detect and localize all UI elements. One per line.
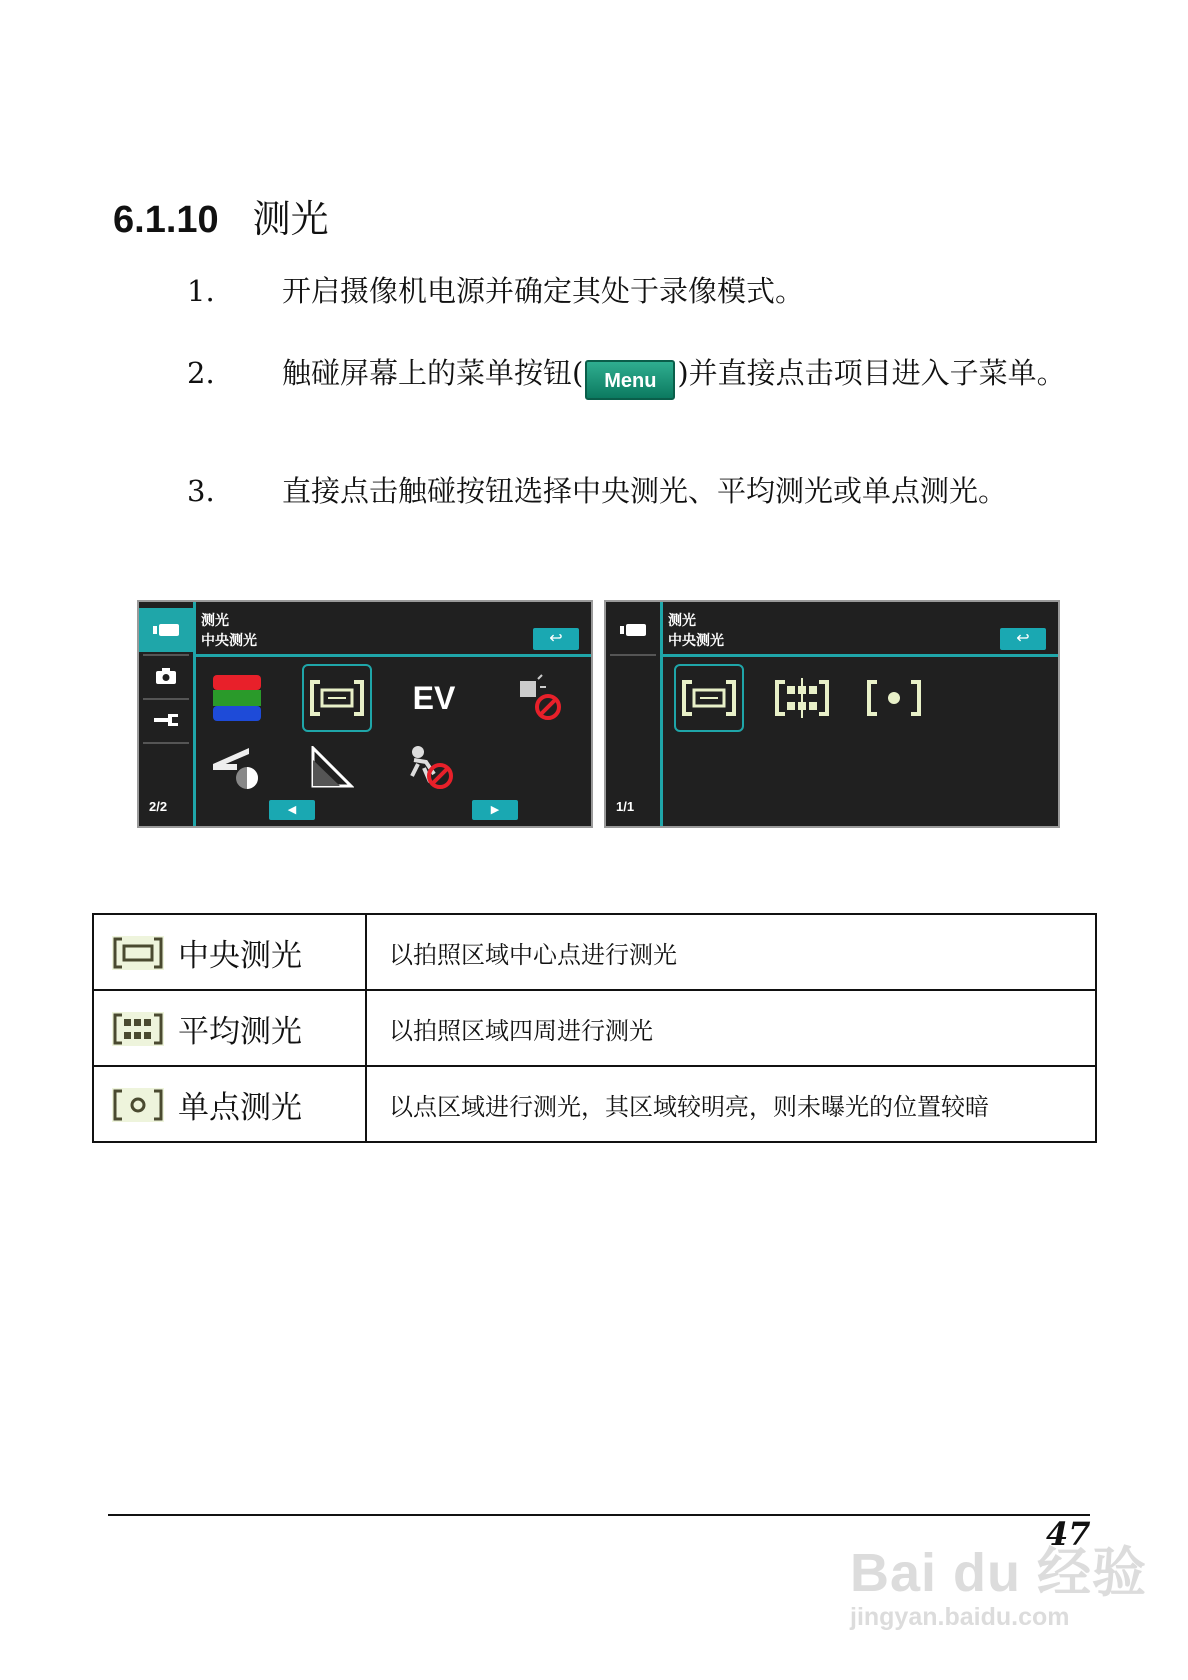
- step-text-before: 触碰屏幕上的菜单按钮(: [282, 356, 584, 390]
- watermark-brand: Bai du 经验: [850, 1543, 1148, 1603]
- settings-menu-tab[interactable]: [139, 698, 193, 742]
- camera-screen-main-menu: [137, 600, 593, 828]
- step-number: 2.: [187, 356, 215, 390]
- mode-name-cell: [93, 990, 366, 1066]
- footer-rule: [108, 1514, 1090, 1516]
- step-3: [187, 470, 1087, 512]
- table-row: [93, 914, 1096, 990]
- menu-title: 测光: [668, 612, 696, 628]
- back-button[interactable]: [1000, 628, 1046, 650]
- camera-screen-metering-submenu: [604, 600, 1060, 828]
- stabilizer-option[interactable]: [401, 738, 461, 796]
- color-bars-icon: [213, 675, 261, 721]
- step-number: 3.: [187, 474, 215, 508]
- video-menu-tab[interactable]: [606, 608, 660, 652]
- spot-metering-icon: [867, 678, 921, 718]
- center-metering-icon: [310, 678, 364, 718]
- step-text: [282, 352, 1082, 400]
- step-text: 开启摄像机电源并确定其处于录像模式。: [282, 274, 805, 308]
- page-indicator: 1/1: [616, 799, 635, 814]
- white-balance-option[interactable]: [211, 672, 263, 724]
- arrow-right-icon: ▶: [490, 804, 500, 816]
- return-arrow-icon: ↩: [549, 630, 563, 647]
- menu-header: [668, 610, 724, 650]
- spot-metering-icon: [112, 1088, 164, 1122]
- contrast-icon: [213, 744, 261, 790]
- step-number: 1.: [187, 274, 215, 308]
- prev-page-button[interactable]: [269, 800, 315, 820]
- menu-header: [201, 610, 257, 650]
- mode-name: 中央测光: [178, 937, 302, 974]
- mode-desc: 以拍照区域中心点进行测光: [366, 914, 1096, 990]
- arrow-left-icon: ◀: [287, 804, 297, 816]
- video-camera-icon: [153, 623, 179, 637]
- sharpness-option[interactable]: [302, 742, 362, 792]
- page-indicator: 2/2: [149, 799, 168, 814]
- metering-option[interactable]: [302, 664, 372, 732]
- table-row: [93, 990, 1096, 1066]
- side-menu: [606, 602, 663, 826]
- average-metering-icon: [112, 1012, 164, 1046]
- average-metering-icon: [775, 678, 829, 718]
- table-row: [93, 1066, 1096, 1142]
- menu-button: Menu: [585, 360, 675, 400]
- watermark-url: jingyan.baidu.com: [850, 1603, 1070, 1631]
- exposure-option[interactable]: EV: [412, 679, 456, 716]
- menu-subtitle: 中央测光: [201, 632, 257, 648]
- backlight-option[interactable]: [511, 672, 567, 724]
- backlight-off-icon: [514, 673, 564, 723]
- return-arrow-icon: ↩: [1016, 630, 1030, 647]
- mode-desc: 以点区域进行测光，其区域较明亮，则未曝光的位置较暗: [366, 1066, 1096, 1142]
- mode-name-cell: [93, 1066, 366, 1142]
- menu-subtitle: 中央测光: [668, 632, 724, 648]
- metering-mode-table: [92, 913, 1097, 1143]
- step-text: 直接点击触碰按钮选择中央测光、平均测光或单点测光。: [282, 474, 1008, 508]
- center-metering-icon: [682, 678, 736, 718]
- spot-metering-option[interactable]: [861, 668, 927, 728]
- next-page-button[interactable]: [472, 800, 518, 820]
- section-heading: [113, 188, 329, 243]
- center-metering-icon: [112, 936, 164, 970]
- wrench-icon: [154, 714, 178, 726]
- section-number: 6.1.10: [113, 199, 219, 241]
- step-1: [187, 270, 1087, 312]
- center-metering-option[interactable]: [674, 664, 744, 732]
- stabilizer-off-icon: [404, 742, 458, 792]
- average-metering-option[interactable]: [771, 668, 833, 728]
- sharpness-triangle-icon: [310, 746, 354, 788]
- step-text-after: )并直接点击项目进入子菜单。: [677, 356, 1066, 390]
- mode-name: 平均测光: [178, 1013, 302, 1050]
- mode-desc: 以拍照区域四周进行测光: [366, 990, 1096, 1066]
- side-menu: [139, 602, 196, 826]
- page-number: 47: [1046, 1515, 1091, 1553]
- mode-name: 单点测光: [178, 1089, 302, 1126]
- effect-option[interactable]: [211, 742, 263, 792]
- back-button[interactable]: [533, 628, 579, 650]
- video-menu-tab[interactable]: [139, 608, 193, 652]
- mode-name-cell: [93, 914, 366, 990]
- photo-menu-tab[interactable]: [139, 654, 193, 698]
- watermark: [850, 1530, 1147, 1632]
- section-title: 测光: [252, 197, 329, 241]
- video-camera-icon: [620, 623, 646, 637]
- camera-icon: [156, 668, 176, 684]
- menu-title: 测光: [201, 612, 229, 628]
- step-2: [187, 352, 1087, 436]
